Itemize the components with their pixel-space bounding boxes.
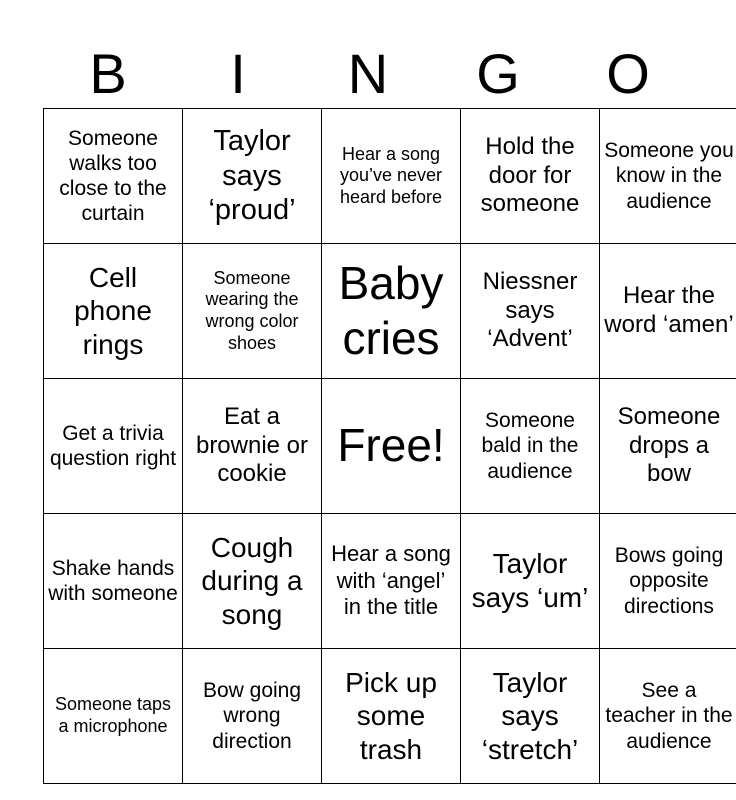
bingo-cell[interactable]: Bow going wrong direction xyxy=(183,649,322,784)
bingo-cell[interactable]: Baby cries xyxy=(322,244,461,379)
header-letter-i: I xyxy=(230,42,246,105)
bingo-cell[interactable]: Get a trivia question right xyxy=(44,379,183,514)
free-space[interactable]: Free! xyxy=(322,379,461,514)
header-letter-g: G xyxy=(476,42,520,105)
bingo-cell[interactable]: Taylor says ‘proud’ xyxy=(183,109,322,244)
bingo-cell[interactable]: Hear a song you’ve never heard before xyxy=(322,109,461,244)
bingo-cell[interactable]: Pick up some trash xyxy=(322,649,461,784)
bingo-cell[interactable]: Someone drops a bow xyxy=(600,379,736,514)
bingo-cell[interactable]: Someone bald in the audience xyxy=(461,379,600,514)
bingo-cell[interactable]: Bows going opposite directions xyxy=(600,514,736,649)
bingo-cell[interactable]: Hear the word ‘amen’ xyxy=(600,244,736,379)
header-letter-o: O xyxy=(606,42,650,105)
board-row xyxy=(44,514,736,649)
bingo-header xyxy=(43,40,693,108)
bingo-board xyxy=(43,108,736,784)
board-row xyxy=(44,109,736,244)
bingo-cell[interactable]: Someone you know in the audience xyxy=(600,109,736,244)
bingo-cell[interactable]: Shake hands with someone xyxy=(44,514,183,649)
bingo-cell[interactable]: Hear a song with ‘angel’ in the title xyxy=(322,514,461,649)
bingo-cell[interactable]: Cell phone rings xyxy=(44,244,183,379)
board-row xyxy=(44,379,736,514)
bingo-cell[interactable]: Someone walks too close to the curtain xyxy=(44,109,183,244)
header-letter-b: B xyxy=(89,42,127,105)
board-row xyxy=(44,244,736,379)
bingo-cell[interactable]: Taylor says ‘um’ xyxy=(461,514,600,649)
bingo-cell[interactable]: Hold the door for someone xyxy=(461,109,600,244)
bingo-cell[interactable]: Someone wearing the wrong color shoes xyxy=(183,244,322,379)
bingo-cell[interactable]: Niessner says ‘Advent’ xyxy=(461,244,600,379)
bingo-cell[interactable]: Someone taps a microphone xyxy=(44,649,183,784)
header-letter-n: N xyxy=(347,42,389,105)
bingo-cell[interactable]: Cough during a song xyxy=(183,514,322,649)
bingo-cell[interactable]: Eat a brownie or cookie xyxy=(183,379,322,514)
board-row xyxy=(44,649,736,784)
bingo-cell[interactable]: See a teacher in the audience xyxy=(600,649,736,784)
bingo-cell[interactable]: Taylor says ‘stretch’ xyxy=(461,649,600,784)
